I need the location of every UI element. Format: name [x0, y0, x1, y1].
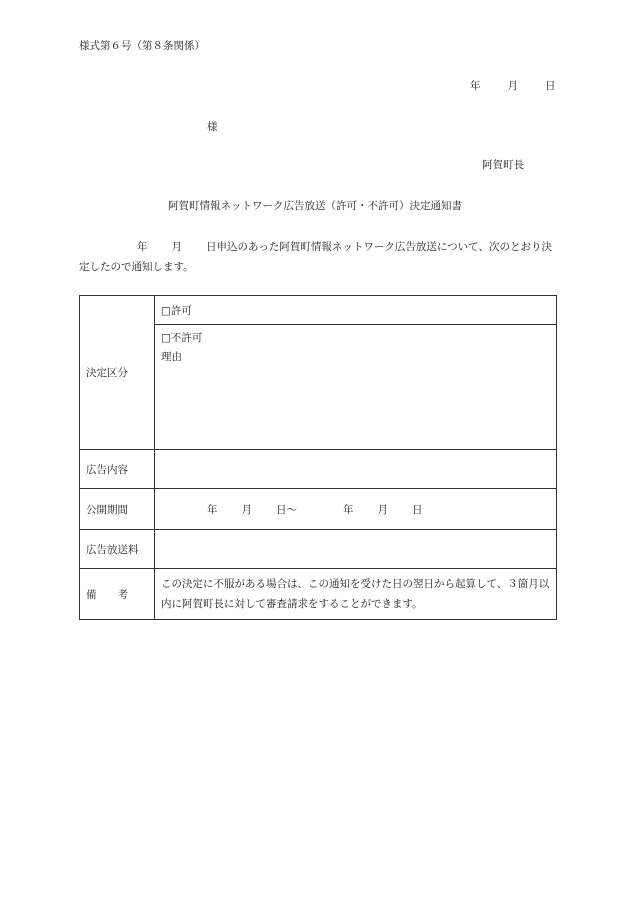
- recipient: 様: [207, 121, 218, 133]
- sender: 阿賀町長: [482, 159, 524, 171]
- body-text-main: 日申込のあった阿賀町情報ネットワーク広告放送について、次のとおり決定したので通知します。: [79, 241, 552, 273]
- date-year: 年: [470, 80, 481, 92]
- remarks-text: この決定に不服がある場合は、この通知を受けた日の翌日から起算して、３箇月以内に阿賀町長に対して審査請求をすることができます。: [155, 569, 557, 620]
- period-start-year: 年: [207, 503, 218, 516]
- fee-label: 広告放送料: [80, 530, 155, 569]
- option-deny: □不許可: [161, 332, 203, 344]
- period-end-day: 日: [412, 503, 423, 516]
- content-value: [155, 450, 557, 489]
- period-end-year: 年: [343, 503, 354, 516]
- date-day: 日: [545, 80, 556, 92]
- decision-table: [79, 295, 557, 620]
- table-row-remarks: [80, 569, 557, 620]
- decision-label: 決定区分: [80, 296, 155, 450]
- table-row-period: [80, 489, 557, 530]
- date-month: 月: [507, 80, 518, 92]
- option-permit: □許可: [155, 296, 557, 325]
- content-label: 広告内容: [80, 450, 155, 489]
- remarks-label: 備 考: [80, 569, 155, 620]
- body-text: [79, 237, 553, 277]
- body-year: 年: [137, 241, 148, 253]
- table-row-content: [80, 450, 557, 489]
- period-start-month: 月: [241, 503, 252, 516]
- period-value: [155, 489, 557, 530]
- body-month: 月: [171, 241, 182, 253]
- table-row-permit: [80, 296, 557, 325]
- reason-label: 理由: [161, 351, 182, 363]
- fee-value: [155, 530, 557, 569]
- form-number: 様式第６号（第８条関係）: [79, 40, 205, 52]
- period-start-day: 日～: [276, 503, 297, 516]
- table-row-fee: [80, 530, 557, 569]
- deny-cell: [155, 325, 557, 450]
- period-label: 公開期間: [80, 489, 155, 530]
- document-title: 阿賀町情報ネットワーク広告放送（許可・不許可）決定通知書: [168, 200, 462, 212]
- period-end-month: 月: [377, 503, 388, 516]
- issue-date: [470, 78, 556, 93]
